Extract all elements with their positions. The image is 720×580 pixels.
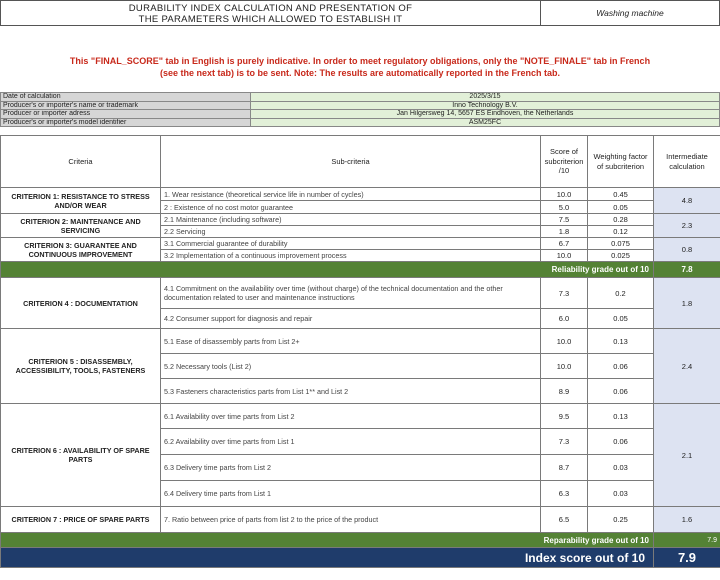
info-value: 2025/3/15 [251, 93, 720, 102]
criterion-4-name: CRITERION 4 : DOCUMENTATION [1, 278, 161, 329]
subcriterion-label: 6.1 Availability over time parts from List 2 [161, 404, 541, 429]
criterion-4-intermediate: 1.8 [654, 278, 720, 329]
document-header [0, 0, 720, 26]
criterion-3-name: CRITERION 3: GUARANTEE AND CONTINUOUS IMPROVEMENT [1, 238, 161, 262]
subcriterion-label: 4.2 Consumer support for diagnosis and repair [161, 309, 541, 329]
subcriterion-label: 5.3 Fasteners characteristics parts from List 1** and List 2 [161, 379, 541, 404]
subcriterion-score: 9.5 [541, 404, 588, 429]
criterion-5-intermediate: 2.4 [654, 329, 720, 404]
criterion-6-name: CRITERION 6 : AVAILABILITY OF SPARE PARTS [1, 404, 161, 507]
subcriterion-label: 4.1 Commitment on the availability over time (without charge) of the technical documentation and the other documentation related to user and maintenance instructions [161, 278, 541, 309]
reparability-grade-label: Reparability grade out of 10 [1, 533, 654, 548]
document-title [0, 0, 540, 26]
table-row [1, 329, 720, 354]
subcriterion-weight: 0.06 [588, 429, 654, 455]
info-row [1, 101, 720, 110]
durability-score-table [0, 135, 720, 568]
subcriterion-weight: 0.075 [588, 238, 654, 250]
subcriterion-weight: 0.45 [588, 188, 654, 201]
header-intermediate: Intermediate calculation [654, 136, 720, 188]
subcriterion-score: 6.7 [541, 238, 588, 250]
subcriterion-score: 8.7 [541, 455, 588, 481]
subcriterion-score: 8.9 [541, 379, 588, 404]
subcriterion-label: 5.2 Necessary tools (List 2) [161, 354, 541, 379]
header-score: Score of subcriterion /10 [541, 136, 588, 188]
subcriterion-label: 6.4 Delivery time parts from List 1 [161, 481, 541, 507]
criterion-7-name: CRITERION 7 : PRICE OF SPARE PARTS [1, 507, 161, 533]
table-row [1, 188, 720, 201]
header-weight: Weighting factor of subcriterion [588, 136, 654, 188]
header-criteria: Criteria [1, 136, 161, 188]
subcriterion-label: 7. Ratio between price of parts from list 2 to the price of the product [161, 507, 541, 533]
notice-line-2: (see the next tab) is to be sent. Note: The results are automatically reported in the French tab. [159, 68, 561, 78]
subcriterion-label: 3.2 Implementation of a continuous improvement process [161, 250, 541, 262]
reliability-grade-label: Reliability grade out of 10 [1, 262, 654, 278]
subcriterion-weight: 0.06 [588, 379, 654, 404]
info-value: Inno Technology B.V. [251, 101, 720, 110]
reliability-grade-value: 7.8 [654, 262, 720, 278]
subcriterion-label: 1. Wear resistance (theoretical service life in number of cycles) [161, 188, 541, 201]
info-label: Date of calculation [1, 93, 251, 102]
subcriterion-score: 7.3 [541, 429, 588, 455]
info-value: Jan Hilgersweg 14, 5657 ES Eindhoven, the Netherlands [251, 110, 720, 119]
index-score-row [1, 548, 720, 568]
table-row [1, 507, 720, 533]
subcriterion-weight: 0.05 [588, 309, 654, 329]
subcriterion-weight: 0.03 [588, 455, 654, 481]
subcriterion-weight: 0.13 [588, 329, 654, 354]
subcriterion-weight: 0.12 [588, 226, 654, 238]
subcriterion-label: 6.3 Delivery time parts from List 2 [161, 455, 541, 481]
subcriterion-score: 10.0 [541, 250, 588, 262]
subcriterion-label: 2.1 Maintenance (including software) [161, 214, 541, 226]
criterion-3-intermediate: 0.8 [654, 238, 720, 262]
table-row [1, 238, 720, 250]
criterion-2-name: CRITERION 2: MAINTENANCE AND SERVICING [1, 214, 161, 238]
criterion-7-intermediate: 1.6 [654, 507, 720, 533]
reparability-grade-row [1, 533, 720, 548]
subcriterion-weight: 0.2 [588, 278, 654, 309]
subcriterion-label: 5.1 Ease of disassembly parts from List 2+ [161, 329, 541, 354]
table-header-row [1, 136, 720, 188]
index-score-label: Index score out of 10 [1, 548, 654, 568]
subcriterion-score: 10.0 [541, 188, 588, 201]
subcriterion-weight: 0.13 [588, 404, 654, 429]
info-label: Producer or importer adress [1, 110, 251, 119]
subcriterion-score: 5.0 [541, 201, 588, 214]
criterion-6-intermediate: 2.1 [654, 404, 720, 507]
subcriterion-weight: 0.05 [588, 201, 654, 214]
title-line-1: DURABILITY INDEX CALCULATION AND PRESENTATION OF [128, 3, 413, 14]
subcriterion-score: 7.3 [541, 278, 588, 309]
subcriterion-label: 6.2 Availability over time parts from List 1 [161, 429, 541, 455]
reparability-grade-value: 7.9 [654, 533, 720, 548]
table-row [1, 278, 720, 309]
info-row [1, 118, 720, 127]
subcriterion-weight: 0.06 [588, 354, 654, 379]
subcriterion-score: 10.0 [541, 329, 588, 354]
subcriterion-weight: 0.28 [588, 214, 654, 226]
criterion-1-intermediate: 4.8 [654, 188, 720, 214]
subcriterion-label: 3.1 Commercial guarantee of durability [161, 238, 541, 250]
index-score-value: 7.9 [654, 548, 720, 568]
criterion-2-intermediate: 2.3 [654, 214, 720, 238]
criterion-1-name: CRITERION 1: RESISTANCE TO STRESS AND/OR WEAR [1, 188, 161, 214]
notice-text [20, 55, 700, 79]
info-label: Producer's or importer's model identifier [1, 118, 251, 127]
table-row [1, 214, 720, 226]
info-row [1, 93, 720, 102]
producer-info-table [0, 92, 720, 127]
info-row [1, 110, 720, 119]
header-subcriteria: Sub-criteria [161, 136, 541, 188]
subcriterion-weight: 0.25 [588, 507, 654, 533]
subcriterion-label: 2 : Existence of no cost motor guarantee [161, 201, 541, 214]
info-value: ASM25FC [251, 118, 720, 127]
subcriterion-score: 6.3 [541, 481, 588, 507]
subcriterion-score: 7.5 [541, 214, 588, 226]
subcriterion-score: 10.0 [541, 354, 588, 379]
subcriterion-score: 6.5 [541, 507, 588, 533]
product-type: Washing machine [540, 0, 720, 26]
subcriterion-score: 1.8 [541, 226, 588, 238]
notice-line-1: This "FINAL_SCORE" tab in English is purely indicative. In order to meet regulatory obligations, only the "NOTE_FINALE" tab in French [69, 56, 651, 66]
reliability-grade-row [1, 262, 720, 278]
criterion-5-name: CRITERION 5 : DISASSEMBLY, ACCESSIBILITY, TOOLS, FASTENERS [1, 329, 161, 404]
title-line-2: THE PARAMETERS WHICH ALLOWED TO ESTABLISH IT [138, 14, 403, 25]
info-label: Producer's or importer's name or trademark [1, 101, 251, 110]
subcriterion-score: 6.0 [541, 309, 588, 329]
subcriterion-weight: 0.025 [588, 250, 654, 262]
subcriterion-label: 2.2 Servicing [161, 226, 541, 238]
table-row [1, 404, 720, 429]
subcriterion-weight: 0.03 [588, 481, 654, 507]
